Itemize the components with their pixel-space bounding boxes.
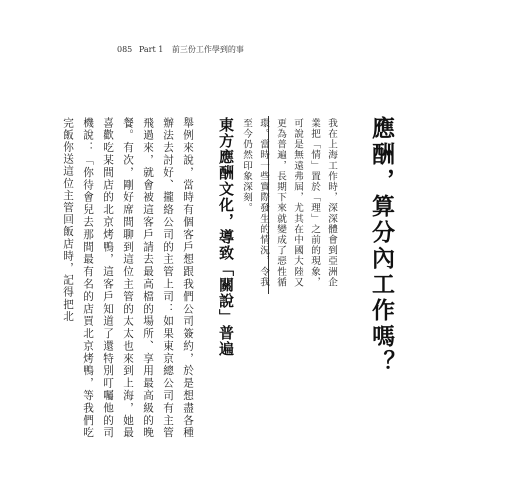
intro-quote: 我在上海工作時，深深體會到亞洲企業把「情」置於「理」之前的現象，可說是無遠弗屆，尤其在中國大陸又更為普遍，長期下來就變成了惡性循環。當時一些實際發生的情況，令我至今仍然印象深刻。 (241, 118, 337, 288)
page-number: 085 (117, 45, 133, 54)
part-title: 前三份工作學到的事 (171, 45, 244, 54)
chapter-title: 應酬，算分內工作嗎？ (368, 116, 394, 376)
body-text: 舉例來說，當時有個客戶想跟我們公司簽約，於是想盡各種辦法去討好、攏絡公司的主管上司：如果東京總公司有主管飛過來，就會被這客戶請去最高檔的場所、享用最高級的晚餐。有次，剛好席間聊到這位主管的太太也來到上海，她最喜歡吃某間店的北京烤鴨，這客戶知道了還特別叮囑他的司機說：「你待會兒去那間最有名的店買北京烤鴨，等我們吃完飯你送這位主管回飯店時，記得把北 (62, 117, 194, 439)
running-header (117, 44, 244, 55)
section-heading: 東方應酬文化，導致「關說」普遍 (217, 117, 235, 357)
part-label: Part 1 (138, 45, 164, 54)
